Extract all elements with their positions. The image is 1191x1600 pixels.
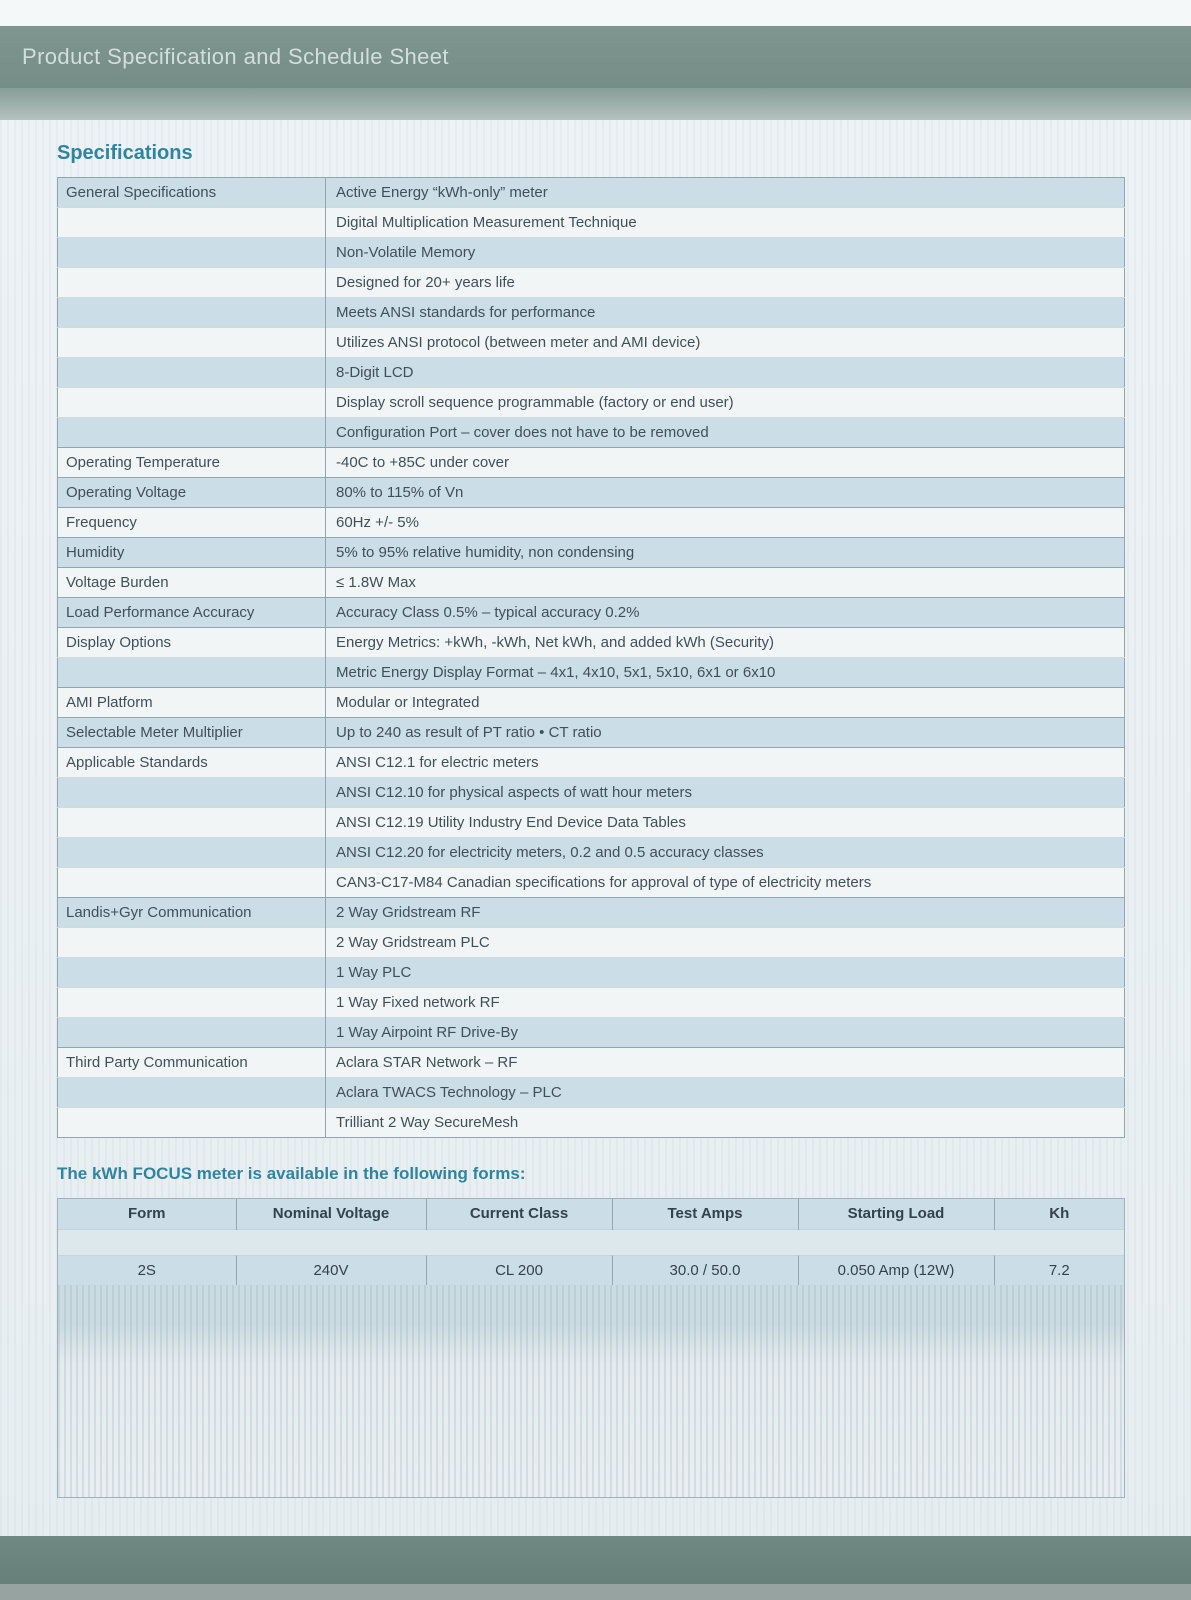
forms-col-header: Kh <box>994 1199 1124 1229</box>
spec-label <box>58 1018 326 1048</box>
spec-label <box>58 388 326 418</box>
spec-value: Metric Energy Display Format – 4x1, 4x10, 5x1, 5x10, 6x1 or 6x10 <box>326 658 1125 688</box>
spec-label <box>58 268 326 298</box>
spec-label: Landis+Gyr Communication <box>58 898 326 928</box>
header-subband <box>0 88 1191 120</box>
spec-value: Designed for 20+ years life <box>326 268 1125 298</box>
spec-label: Display Options <box>58 628 326 658</box>
spec-row <box>58 358 1125 388</box>
spec-label <box>58 1078 326 1108</box>
spec-value: 1 Way PLC <box>326 958 1125 988</box>
spec-value: Trilliant 2 Way SecureMesh <box>326 1108 1125 1138</box>
spec-value: 1 Way Fixed network RF <box>326 988 1125 1018</box>
spec-row <box>58 778 1125 808</box>
spec-label <box>58 328 326 358</box>
spec-row <box>58 898 1125 928</box>
content-area <box>0 120 1191 1536</box>
spec-value: ANSI C12.20 for electricity meters, 0.2 and 0.5 accuracy classes <box>326 838 1125 868</box>
spec-label <box>58 1108 326 1138</box>
scan-noise-area <box>58 1285 1124 1497</box>
forms-data-cell: 2S <box>137 1261 156 1279</box>
spec-value: Utilizes ANSI protocol (between meter and AMI device) <box>326 328 1125 358</box>
spec-label: Third Party Communication <box>58 1048 326 1078</box>
forms-data-cell: 30.0 / 50.0 <box>612 1255 798 1285</box>
spec-label: Frequency <box>58 508 326 538</box>
spec-label: Humidity <box>58 538 326 568</box>
spec-label <box>58 238 326 268</box>
spec-value: 1 Way Airpoint RF Drive-By <box>326 1018 1125 1048</box>
forms-table <box>58 1199 1124 1285</box>
spec-label: Load Performance Accuracy <box>58 598 326 628</box>
spec-value: Aclara TWACS Technology – PLC <box>326 1078 1125 1108</box>
spec-value: Energy Metrics: +kWh, -kWh, Net kWh, and added kWh (Security) <box>326 628 1125 658</box>
spec-row <box>58 838 1125 868</box>
spec-row <box>58 808 1125 838</box>
forms-heading: The kWh FOCUS meter is available in the following forms: <box>57 1164 526 1183</box>
spec-value: Meets ANSI standards for performance <box>326 298 1125 328</box>
forms-col-header: Form <box>128 1205 166 1223</box>
spec-row <box>58 538 1125 568</box>
spec-label: General Specifications <box>58 178 326 208</box>
forms-data-cell: 7.2 <box>994 1255 1124 1285</box>
spec-row <box>58 748 1125 778</box>
spec-label <box>58 358 326 388</box>
spec-value: ANSI C12.19 Utility Industry End Device Data Tables <box>326 808 1125 838</box>
spec-row <box>58 1048 1125 1078</box>
spec-row <box>58 958 1125 988</box>
forms-header-row <box>58 1199 1124 1229</box>
spec-label <box>58 658 326 688</box>
spec-value: Aclara STAR Network – RF <box>326 1048 1125 1078</box>
forms-spacer-cell <box>58 1229 1124 1255</box>
spec-value: ≤ 1.8W Max <box>326 568 1125 598</box>
forms-col-header: Test Amps <box>612 1199 798 1229</box>
spec-value: Digital Multiplication Measurement Technique <box>326 208 1125 238</box>
spec-value: ANSI C12.10 for physical aspects of watt hour meters <box>326 778 1125 808</box>
spec-value: Non-Volatile Memory <box>326 238 1125 268</box>
spec-row <box>58 628 1125 658</box>
spec-row <box>58 388 1125 418</box>
forms-spacer-row <box>58 1229 1124 1255</box>
spec-value: 80% to 115% of Vn <box>326 478 1125 508</box>
spec-label <box>58 928 326 958</box>
spec-row <box>58 988 1125 1018</box>
spec-row <box>58 208 1125 238</box>
spec-label <box>58 778 326 808</box>
spec-row <box>58 1018 1125 1048</box>
forms-col-header: Current Class <box>426 1199 612 1229</box>
spec-label <box>58 808 326 838</box>
spec-label <box>58 868 326 898</box>
spec-row <box>58 478 1125 508</box>
spec-value: Accuracy Class 0.5% – typical accuracy 0.2% <box>326 598 1125 628</box>
spec-value: 5% to 95% relative humidity, non condensing <box>326 538 1125 568</box>
spec-label <box>58 418 326 448</box>
spec-label: Applicable Standards <box>58 748 326 778</box>
forms-col-header: Starting Load <box>798 1199 994 1229</box>
top-margin <box>0 0 1191 26</box>
spec-label: Selectable Meter Multiplier <box>58 718 326 748</box>
spec-value: Configuration Port – cover does not have to be removed <box>326 418 1125 448</box>
spec-value: -40C to +85C under cover <box>326 448 1125 478</box>
forms-data-cell: 0.050 Amp (12W) <box>798 1255 994 1285</box>
spec-row <box>58 508 1125 538</box>
spec-row <box>58 268 1125 298</box>
forms-data-row <box>58 1255 1124 1285</box>
bottom-margin <box>0 1584 1191 1600</box>
spec-row <box>58 928 1125 958</box>
spec-row <box>58 418 1125 448</box>
spec-label: Operating Voltage <box>58 478 326 508</box>
spec-row <box>58 238 1125 268</box>
spec-value: Up to 240 as result of PT ratio • CT ratio <box>326 718 1125 748</box>
spec-row <box>58 298 1125 328</box>
spec-label <box>58 208 326 238</box>
spec-row <box>58 868 1125 898</box>
spec-value: 2 Way Gridstream PLC <box>326 928 1125 958</box>
spec-label: Voltage Burden <box>58 568 326 598</box>
forms-data-cell: CL 200 <box>426 1255 612 1285</box>
spec-row <box>58 598 1125 628</box>
spec-value: 2 Way Gridstream RF <box>326 898 1125 928</box>
header-band <box>0 26 1191 88</box>
spec-row <box>58 688 1125 718</box>
spec-row <box>58 568 1125 598</box>
spec-value: 8-Digit LCD <box>326 358 1125 388</box>
spec-label: AMI Platform <box>58 688 326 718</box>
forms-col-header: Nominal Voltage <box>236 1199 426 1229</box>
spec-row <box>58 658 1125 688</box>
spec-row <box>58 718 1125 748</box>
spec-row <box>58 448 1125 478</box>
spec-row <box>58 1078 1125 1108</box>
spec-value: Active Energy “kWh-only” meter <box>326 178 1125 208</box>
spec-value: 60Hz +/- 5% <box>326 508 1125 538</box>
spec-label <box>58 838 326 868</box>
specifications-table <box>57 177 1125 1138</box>
spec-value: Modular or Integrated <box>326 688 1125 718</box>
footer-band <box>0 1536 1191 1584</box>
forms-table-box <box>57 1198 1125 1498</box>
page-title: Product Specification and Schedule Sheet <box>22 44 449 69</box>
spec-label <box>58 298 326 328</box>
specifications-heading: Specifications <box>57 142 193 164</box>
spec-label: Operating Temperature <box>58 448 326 478</box>
spec-row <box>58 178 1125 208</box>
spec-label <box>58 988 326 1018</box>
spec-row <box>58 1108 1125 1138</box>
spec-value: Display scroll sequence programmable (factory or end user) <box>326 388 1125 418</box>
spec-value: CAN3-C17-M84 Canadian specifications for approval of type of electricity meters <box>326 868 1125 898</box>
forms-data-cell: 240V <box>236 1255 426 1285</box>
spec-row <box>58 328 1125 358</box>
spec-label <box>58 958 326 988</box>
spec-value: ANSI C12.1 for electric meters <box>326 748 1125 778</box>
